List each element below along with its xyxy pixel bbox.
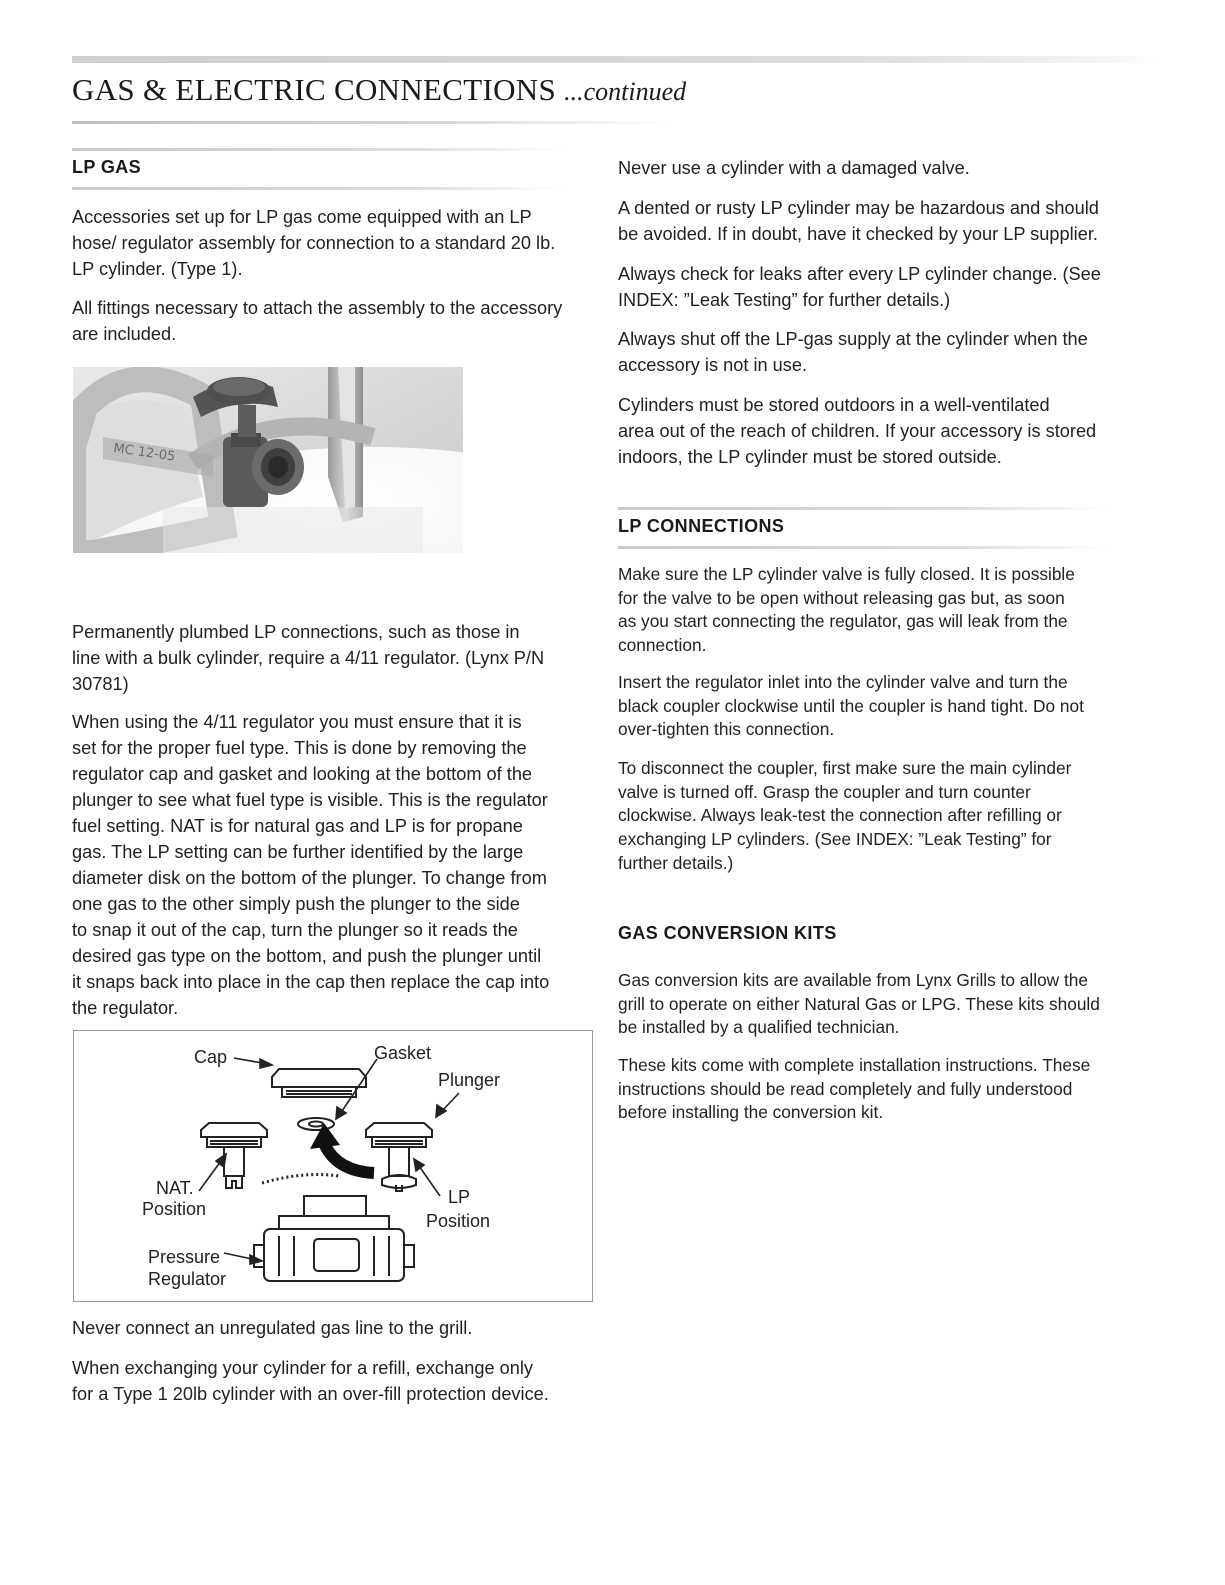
regulator-exploded-view-icon xyxy=(74,1031,592,1301)
lp-connections-paragraph-1: Make sure the LP cylinder valve is fully closed. It is possible for the valve to be open without releasing gas but, as soon as you start connecting the regulator, gas will leak from the connection. xyxy=(618,564,1075,656)
section-rule-bottom xyxy=(618,546,1108,549)
diagram-label-plunger: Plunger xyxy=(438,1070,501,1090)
permanent-plumbed-paragraph: Permanently plumbed LP connections, such as those in line with a bulk cylinder, require a 4/11 regulator. (Lynx P/N 30781) xyxy=(72,622,545,694)
lp-connections-paragraph-2: Insert the regulator inlet into the cylinder valve and turn the black coupler clockwise until the coupler is hand tight. Do not over-tighten this connection. xyxy=(618,672,1084,740)
diagram-label-lp-1: LP xyxy=(448,1187,471,1207)
regulator-fuel-paragraph: When using the 4/11 regulator you must ensure that it is set for the proper fuel type. This is done by removing the regulator cap and gasket and looking at the bottom of the plunger to see what fuel type is visible. This is the regulator fuel setting. NAT is for natural gas and LP is for propane gas. The LP setting can be further identified by the large diameter disk on the bottom of the plunger. To change from one gas to the other simply push the plunger to the side to snap it out of the cap, turn the plunger so it reads the desired gas type on the bottom, and push the plunger until it snaps back into place in the cap then replace the cap into the regulator. xyxy=(72,712,550,1018)
diagram-label-gasket: Gasket xyxy=(374,1043,432,1063)
section-heading-lp-connections xyxy=(618,507,1143,549)
page-title-text: GAS & ELECTRIC CONNECTIONS xyxy=(72,72,557,107)
lp-connections-paragraph-3: To disconnect the coupler, first make sure the main cylinder valve is turned off. Grasp the coupler and turn counter clockwise. Always leak-test the connection after refilling or exchanging LP cylinders. (See INDEX: ”Leak Testing” for further details.) xyxy=(618,758,1072,873)
heading-lp-connections: LP CONNECTIONS xyxy=(618,516,785,536)
header-top-rule xyxy=(72,56,1157,63)
page-title-suffix: ...continued xyxy=(564,77,687,106)
diagram-label-nat-2: Position xyxy=(142,1199,207,1219)
diagram-label-lp-2: Position xyxy=(426,1211,491,1231)
diagram-label-nat-1: NAT. xyxy=(156,1178,194,1198)
diagram-label-cap: Cap xyxy=(194,1047,228,1067)
gas-conversion-paragraph-1: Gas conversion kits are available from Lynx Grills to allow the grill to operate on either Natural Gas or LPG. These kits should be installed by a qualified technician. xyxy=(618,970,1100,1038)
title-underline xyxy=(72,121,672,124)
lp-gas-paragraph-1: Accessories set up for LP gas come equipped with an LP hose/ regulator assembly for connection to a standard 20 lb. LP cylinder. (Type 1). xyxy=(72,207,556,279)
damaged-valve-paragraph: Never use a cylinder with a damaged valve. xyxy=(618,158,970,178)
cylinder-exchange-paragraph: When exchanging your cylinder for a refill, exchange only for a Type 1 20lb cylinder with an over-fill protection device. xyxy=(72,1358,549,1404)
heading-lp-gas: LP GAS xyxy=(72,157,142,177)
section-rule-bottom xyxy=(72,187,562,190)
unregulated-warning-paragraph: Never connect an unregulated gas line to the grill. xyxy=(72,1318,473,1338)
page-title xyxy=(72,72,686,108)
section-heading-lp-gas xyxy=(72,148,597,190)
leak-check-paragraph: Always check for leaks after every LP cylinder change. (See INDEX: ”Leak Testing” for further details.) xyxy=(618,264,1101,310)
lp-cylinder-icon xyxy=(73,367,463,553)
gas-conversion-paragraph-2: These kits come with complete installation instructions. These instructions should be read completely and fully understood before installing the conversion kit. xyxy=(618,1055,1091,1123)
dented-cylinder-paragraph: A dented or rusty LP cylinder may be hazardous and should be avoided. If in doubt, have it checked by your LP supplier. xyxy=(618,198,1099,244)
diagram-label-regulator: Regulator xyxy=(148,1269,227,1289)
diagram-label-pressure: Pressure xyxy=(148,1247,221,1267)
lp-cylinder-valve-photo xyxy=(73,367,463,553)
shut-off-paragraph: Always shut off the LP-gas supply at the cylinder when the accessory is not in use. xyxy=(618,329,1088,375)
regulator-diagram xyxy=(73,1030,593,1302)
heading-gas-conversion-kits: GAS CONVERSION KITS xyxy=(618,923,837,943)
lp-gas-paragraph-2: All fittings necessary to attach the assembly to the accessory are included. xyxy=(72,298,563,344)
storage-paragraph: Cylinders must be stored outdoors in a well-ventilated area out of the reach of children. If your accessory is stored indoors, the LP cylinder must be stored outside. xyxy=(618,395,1097,467)
svg-text:MC 12-05: MC 12-05 xyxy=(112,441,177,465)
